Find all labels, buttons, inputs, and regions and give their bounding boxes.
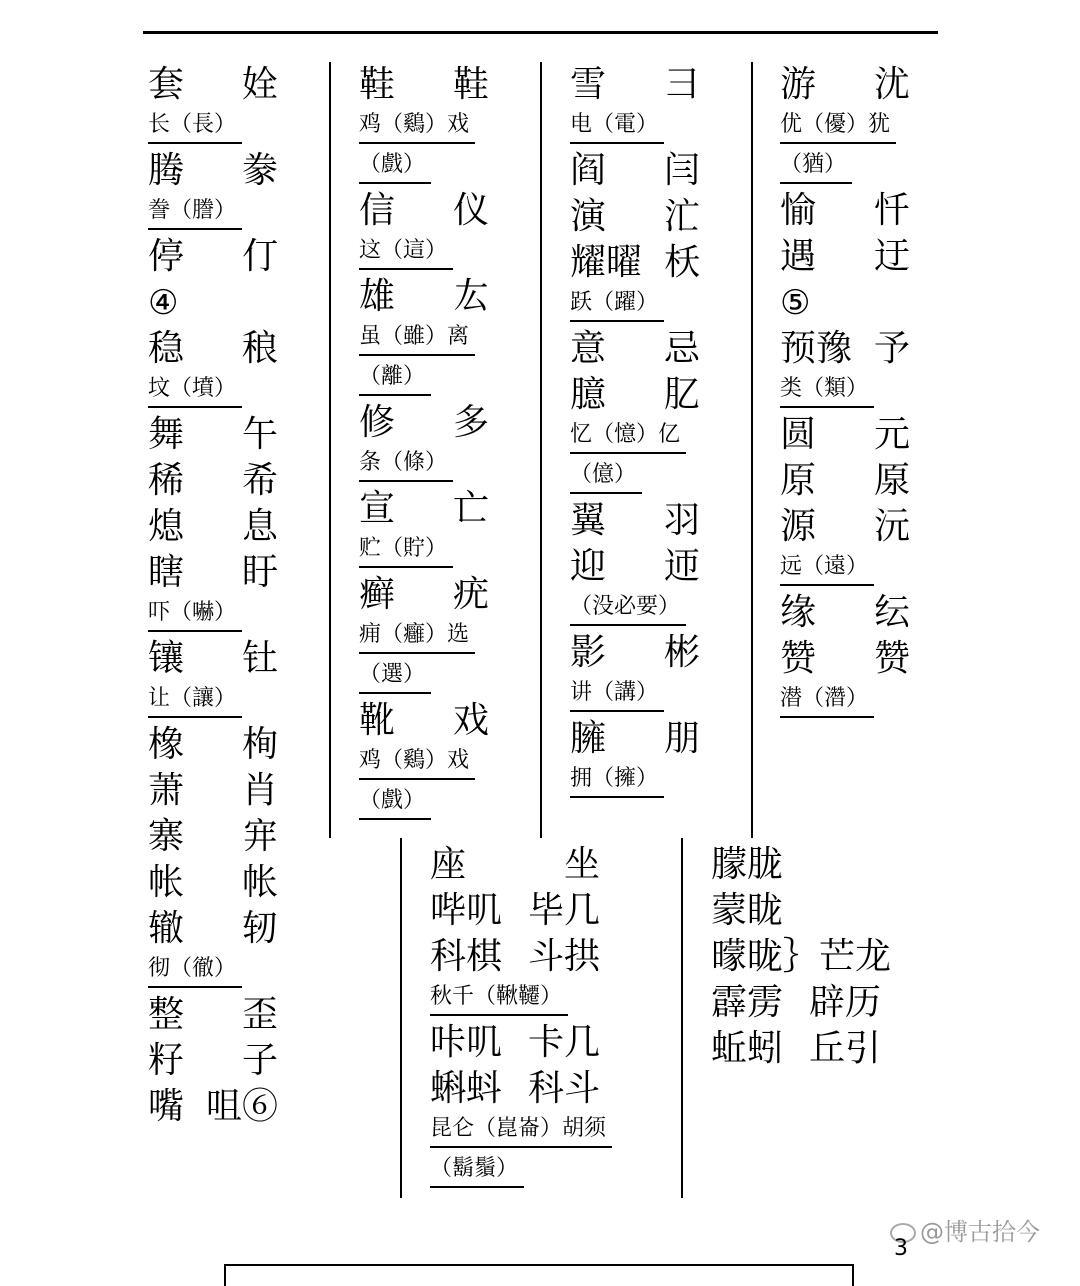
char-pair-row <box>359 486 489 532</box>
char-main: 迎 <box>570 546 607 587</box>
char-pair-row <box>148 906 278 952</box>
char-main: 舞 <box>148 414 185 455</box>
char-main: 帐 <box>148 862 185 903</box>
underlined-note <box>430 1112 612 1152</box>
char-main: 鞋 <box>359 64 396 105</box>
watermark: @博古拾今 <box>890 1212 1040 1247</box>
char-main: 嘴 <box>148 1086 185 1127</box>
char-variant: 帐 <box>241 862 278 903</box>
char-pair-row <box>148 550 278 596</box>
underlined-note <box>148 596 278 636</box>
underlined-note <box>359 360 489 400</box>
char-pair-row <box>430 934 600 980</box>
char-main: 镶 <box>148 638 185 679</box>
note-text: 类（類） <box>780 372 874 408</box>
char-main: 癣 <box>359 574 396 615</box>
underlined-note <box>430 1152 612 1192</box>
column-divider <box>751 62 753 838</box>
char-main: 套 <box>148 64 185 105</box>
column-divider <box>681 838 683 1198</box>
section-marker: ④ <box>148 283 179 323</box>
underlined-note <box>148 194 278 234</box>
char-pair-row <box>780 458 910 504</box>
char-variant: 羽 <box>663 500 700 541</box>
char-pair-row <box>570 148 700 194</box>
char-variant: 芒龙 <box>819 936 892 977</box>
char-variant: 毕几 <box>527 890 600 931</box>
char-variant: 科斗 <box>527 1068 600 1109</box>
char-main: 蝌蚪 <box>430 1068 503 1109</box>
char-variant: 斗拱 <box>527 936 600 977</box>
char-pair-row <box>570 194 700 240</box>
note-text: 电（電） <box>570 108 664 144</box>
char-variant: 厷 <box>452 276 489 317</box>
char-main: 臆 <box>570 374 607 415</box>
char-variant: 午 <box>241 414 278 455</box>
underlined-note <box>359 234 489 274</box>
char-main: 信 <box>359 190 396 231</box>
char-pair-row <box>359 274 489 320</box>
char-pair-row <box>711 1026 881 1072</box>
underlined-note <box>570 762 700 802</box>
underlined-note <box>570 108 700 148</box>
char-variant: 元 <box>873 414 910 455</box>
char-pair-row <box>570 372 700 418</box>
char-variant: 彐 <box>663 64 700 105</box>
top-rule <box>143 31 938 34</box>
note-text: 长（長） <box>148 108 242 144</box>
char-main: 修 <box>359 402 396 443</box>
char-main: 源 <box>780 506 817 547</box>
char-pair-row <box>430 842 600 888</box>
char-pair-row <box>148 62 278 108</box>
underlined-note <box>570 676 700 716</box>
underlined-note <box>359 744 489 784</box>
char-main: 曚昽｝ <box>711 936 820 977</box>
char-pair-row <box>780 188 910 234</box>
char-pair-row <box>359 188 489 234</box>
note-text: 讲（講） <box>570 676 664 712</box>
underlined-note <box>430 980 612 1020</box>
char-main: 萧 <box>148 770 185 811</box>
underlined-note <box>148 952 278 992</box>
char-variant: 盱 <box>241 552 278 593</box>
char-main: 座 <box>430 844 467 885</box>
char-pair-row <box>359 698 489 744</box>
column-4 <box>780 62 910 722</box>
char-pair-row <box>148 1038 278 1084</box>
char-main: 雄 <box>359 276 396 317</box>
note-text: 鸡（鷄）戏 <box>359 744 475 780</box>
char-main: 缘 <box>780 592 817 633</box>
char-variant: 希 <box>241 460 278 501</box>
char-pair-row <box>780 326 910 372</box>
char-pair-row <box>148 992 278 1038</box>
char-main: 籽 <box>148 1040 185 1081</box>
char-main: 圆 <box>780 414 817 455</box>
char-main: 雪 <box>570 64 607 105</box>
note-text: 贮（貯） <box>359 532 453 568</box>
char-pair-row <box>570 716 700 762</box>
column-2 <box>359 62 489 824</box>
char-variant: 疣 <box>452 574 489 615</box>
char-variant: 辟历 <box>808 982 881 1023</box>
char-variant: 朋 <box>663 718 700 759</box>
underlined-note <box>359 148 489 188</box>
char-main: 愉 <box>780 190 817 231</box>
char-pair-row <box>780 590 910 636</box>
char-main: 霹雳 <box>711 982 784 1023</box>
underlined-note <box>570 458 700 498</box>
note-text: （没必要） <box>570 590 686 626</box>
char-variant: 予 <box>873 328 910 369</box>
char-main: 蚯蚓 <box>711 1028 784 1069</box>
char-variant: 厡 <box>873 460 910 501</box>
char-main: 原 <box>780 460 817 501</box>
char-variant: 汒 <box>663 196 700 237</box>
char-main: 翼 <box>570 500 607 541</box>
char-main: 熄 <box>148 506 185 547</box>
char-main: 宣 <box>359 488 396 529</box>
note-text: 鸡（鷄）戏 <box>359 108 475 144</box>
underlined-note <box>780 550 910 590</box>
char-main: 耀曜 <box>570 242 643 283</box>
underlined-note <box>148 372 278 412</box>
section-marker: ⑤ <box>780 283 811 323</box>
char-pair-row <box>780 636 910 682</box>
char-variant: 鞋 <box>452 64 489 105</box>
char-variant: 沋 <box>873 64 910 105</box>
underlined-note <box>780 682 910 722</box>
char-pair-row <box>148 1084 278 1130</box>
char-pair-row <box>570 62 700 108</box>
char-variant: 闫 <box>663 150 700 191</box>
note-text: 秋千（鞦韆） <box>430 980 568 1016</box>
char-main: 靴 <box>359 700 396 741</box>
char-variant: 多 <box>452 402 489 443</box>
column-divider <box>540 62 542 838</box>
note-text: （離） <box>359 360 431 396</box>
char-main: 演 <box>570 196 607 237</box>
char-pair-row <box>711 934 892 980</box>
note-text: 痈（癰）选 <box>359 618 475 654</box>
char-pair-row <box>148 412 278 458</box>
char-main: 咔叽 <box>430 1022 503 1063</box>
underlined-note <box>780 148 910 188</box>
char-main: 寨 <box>148 816 185 857</box>
char-variant: 戏 <box>452 700 489 741</box>
note-text: （選） <box>359 658 431 694</box>
column-3 <box>570 62 700 802</box>
char-text-row: 蒙眬 <box>711 890 784 931</box>
char-pair-row <box>570 630 700 676</box>
note-text: 坟（墳） <box>148 372 242 408</box>
note-text: 远（遠） <box>780 550 874 586</box>
char-variant: 沅 <box>873 506 910 547</box>
char-pair-row <box>148 860 278 906</box>
char-main: 赞 <box>780 638 817 679</box>
page-number: 3 <box>894 1236 908 1261</box>
char-variant: 赞 <box>873 638 910 679</box>
underlined-note <box>570 286 700 326</box>
char-main: 阎 <box>570 150 607 191</box>
underlined-note <box>359 658 489 698</box>
note-text: （戲） <box>359 148 431 184</box>
note-text: 优（優）犹 <box>780 108 896 144</box>
char-main: 遇 <box>780 236 817 277</box>
char-main: 稳 <box>148 328 185 369</box>
char-variant: 息 <box>241 506 278 547</box>
note-text: 吓（嚇） <box>148 596 242 632</box>
underlined-note <box>359 108 489 148</box>
note-text: 条（條） <box>359 446 453 482</box>
note-text: 让（讓） <box>148 682 242 718</box>
char-variant: 坐 <box>563 844 600 885</box>
char-pair-row <box>570 240 700 286</box>
char-variant: 肊 <box>663 374 700 415</box>
char-main: 哔叽 <box>430 890 503 931</box>
char-pair-row <box>148 814 278 860</box>
char-main: 停 <box>148 236 185 277</box>
note-text: 跃（躍） <box>570 286 664 322</box>
char-pair-row <box>570 326 700 372</box>
char-main: 预豫 <box>780 328 853 369</box>
underlined-note <box>359 618 489 658</box>
bottom-box <box>224 1264 854 1286</box>
char-main: 意 <box>570 328 607 369</box>
char-pair-row <box>148 326 278 372</box>
char-variant: 轫 <box>241 908 278 949</box>
char-variant: 彬 <box>663 632 700 673</box>
note-text: （億） <box>570 458 642 494</box>
note-text: 忆（憶）亿 <box>570 418 686 454</box>
char-variant: 姾 <box>241 64 278 105</box>
note-text: 虽（雖）离 <box>359 320 475 356</box>
char-pair-row <box>570 544 700 590</box>
char-main: 整 <box>148 994 185 1035</box>
note-text: 彻（徹） <box>148 952 242 988</box>
column-6 <box>711 842 892 1072</box>
char-variant: 亡 <box>452 488 489 529</box>
char-pair-row <box>430 1020 600 1066</box>
underlined-note <box>570 418 700 458</box>
underlined-note <box>359 446 489 486</box>
char-pair-row <box>780 234 910 280</box>
char-variant: 纭 <box>873 592 910 633</box>
char-variant: 仪 <box>452 190 489 231</box>
underlined-note <box>780 372 910 412</box>
char-pair-row <box>780 504 910 550</box>
char-pair-row <box>570 498 700 544</box>
note-text: 潜（濳） <box>780 682 874 718</box>
underlined-note <box>148 108 278 148</box>
note-text: 这（這） <box>359 234 453 270</box>
char-main: 影 <box>570 632 607 673</box>
char-main: 橡 <box>148 724 185 765</box>
underlined-note <box>780 108 910 148</box>
char-text-row: 朦胧 <box>711 844 784 885</box>
char-variant: 仃 <box>241 236 278 277</box>
char-variant: 子 <box>241 1040 278 1081</box>
char-variant: 豢 <box>241 150 278 191</box>
char-pair-row <box>359 572 489 618</box>
char-pair-row <box>148 636 278 682</box>
char-pair-row <box>148 148 278 194</box>
note-text: （戲） <box>359 784 431 820</box>
column-divider <box>400 838 402 1198</box>
char-pair-row <box>148 234 278 280</box>
underlined-note <box>359 320 489 360</box>
char-variant: 钍 <box>241 638 278 679</box>
char-pair-row <box>780 412 910 458</box>
char-variant: 丘引 <box>808 1028 881 1069</box>
char-main: 稀 <box>148 460 185 501</box>
char-pair-row <box>430 1066 600 1112</box>
char-main: 腾 <box>148 150 185 191</box>
char-variant: 肖 <box>241 770 278 811</box>
char-variant: 忌 <box>663 328 700 369</box>
char-variant: 稂 <box>241 328 278 369</box>
char-variant: 栒 <box>241 724 278 765</box>
note-text: 拥（擁） <box>570 762 664 798</box>
char-variant: 迂 <box>873 236 910 277</box>
char-pair-row <box>359 400 489 446</box>
char-pair-row <box>359 62 489 108</box>
note-text: 昆仑（崑崙）胡须 <box>430 1112 612 1148</box>
char-variant: 歪 <box>241 994 278 1035</box>
char-pair-row <box>148 504 278 550</box>
char-pair-row <box>148 722 278 768</box>
char-variant: 卡几 <box>527 1022 600 1063</box>
char-main: 臃 <box>570 718 607 759</box>
note-text: （鬍鬚） <box>430 1152 524 1188</box>
underlined-note <box>359 532 489 572</box>
char-main: 科棋 <box>430 936 503 977</box>
char-variant: 咀⑥ <box>205 1086 278 1127</box>
column-divider <box>329 62 331 838</box>
char-pair-row <box>711 980 881 1026</box>
char-pair-row <box>430 888 600 934</box>
char-main: 辙 <box>148 908 185 949</box>
underlined-note <box>148 682 278 722</box>
char-variant: 迊 <box>663 546 700 587</box>
column-1 <box>148 62 278 1130</box>
char-pair-row <box>148 768 278 814</box>
underlined-note <box>359 784 489 824</box>
char-variant: 宑 <box>241 816 278 857</box>
underlined-note <box>570 590 700 630</box>
char-variant: 忏 <box>873 190 910 231</box>
note-text: （猶） <box>780 148 852 184</box>
char-main: 瞎 <box>148 552 185 593</box>
column-5 <box>430 842 612 1192</box>
char-pair-row <box>148 458 278 504</box>
char-variant: 枖 <box>663 242 700 283</box>
char-pair-row <box>780 62 910 108</box>
note-text: 誊（謄） <box>148 194 242 230</box>
char-main: 游 <box>780 64 817 105</box>
